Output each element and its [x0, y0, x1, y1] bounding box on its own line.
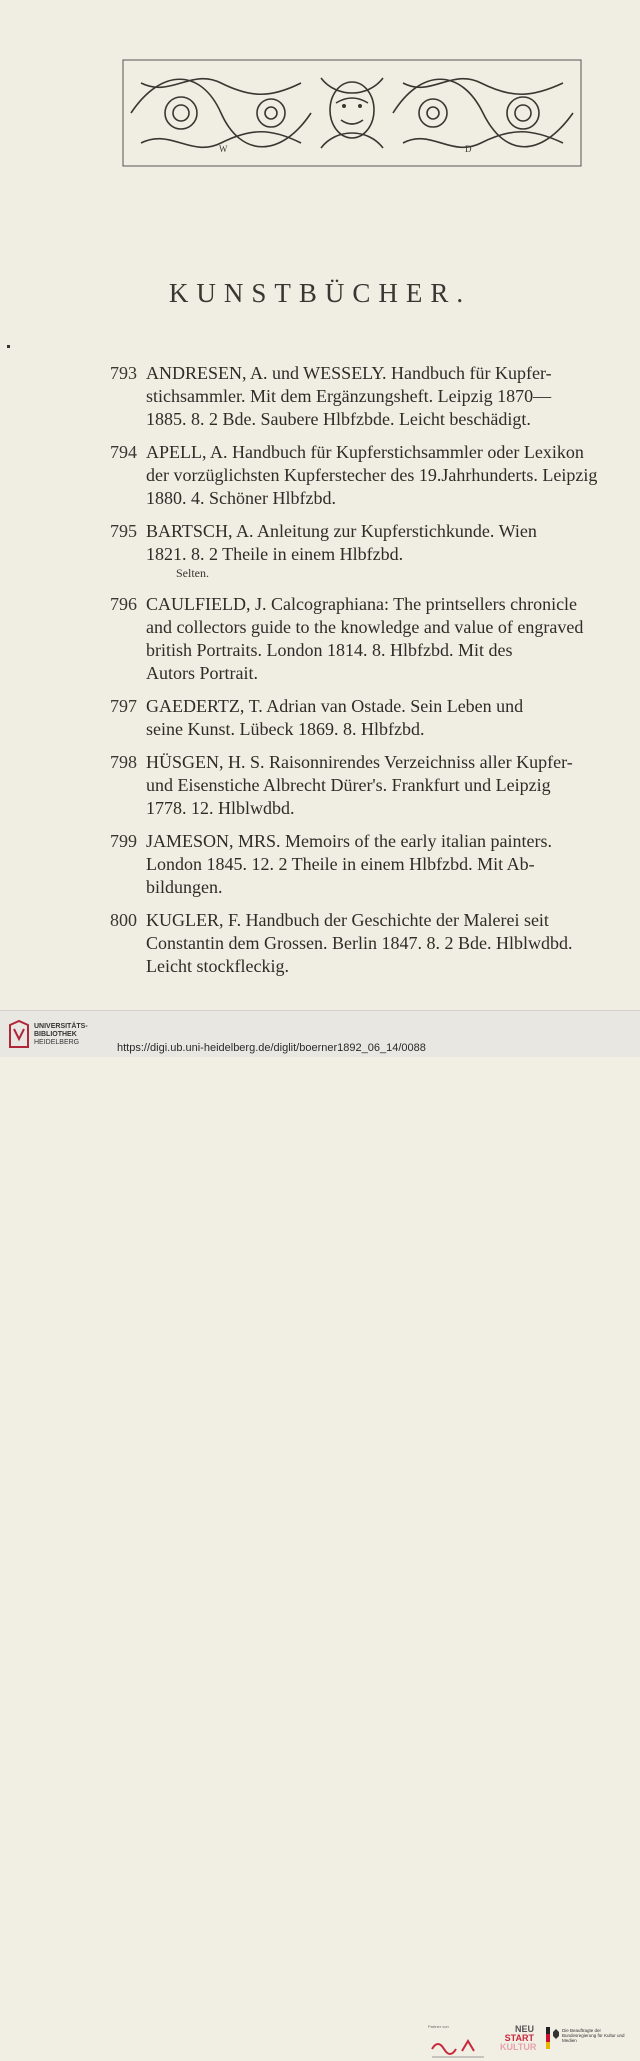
partner-label: Partner von [428, 2024, 449, 2029]
entry-note: Selten. [176, 566, 209, 580]
ornament-letter-d: D [465, 144, 472, 154]
entry-text-line: CAULFIELD, J. Calcographiana: The printsellers chronicle [146, 594, 578, 614]
entry-text-line: 1821. 8. 2 Theile in einem Hlbfzbd. [146, 544, 404, 564]
entry-number: 800 [110, 910, 137, 930]
entry-text-line: british Portraits. London 1814. 8. Hlbfzbd. Mit des [146, 640, 513, 660]
german-flag-icon [546, 2027, 550, 2049]
floral-headpiece-ornament [121, 58, 583, 168]
entry-number: 798 [110, 752, 137, 772]
entry-text-line: HÜSGEN, H. S. Raisonnirendes Verzeichniss aller Kupfer- [146, 752, 573, 772]
library-name: UNIVERSITÄTS- BIBLIOTHEK HEIDELBERG [34, 1023, 88, 1046]
entry-number: 799 [110, 831, 137, 851]
entry-text-line: JAMESON, MRS. Memoirs of the early italian painters. [146, 831, 552, 851]
entry-text-line: KUGLER, F. Handbuch der Geschichte der Malerei seit [146, 910, 549, 930]
entry-text-line: der vorzüglichsten Kupferstecher des 19.Jahrhunderts. Leipzig [146, 465, 598, 485]
entry-text-line: Leicht stockfleckig. [146, 956, 289, 976]
entry-number: 795 [110, 521, 137, 541]
page-title: KUNSTBÜCHER. [168, 278, 472, 308]
neustart-kultur-logo: NEU START KULTUR [500, 2024, 537, 2052]
entry-text-line: stichsammler. Mit dem Ergänzungsheft. Leipzig 1870— [146, 386, 552, 406]
entry-text-line: ANDRESEN, A. und WESSELY. Handbuch für Kupfer- [146, 363, 552, 383]
eagle-icon [552, 2028, 560, 2040]
entry-text-line: GAEDERTZ, T. Adrian van Ostade. Sein Leben und [146, 696, 524, 716]
entry-text-line: London 1845. 12. 2 Theile in einem Hlbfzbd. Mit Ab- [146, 854, 535, 874]
entry-text-line: and collectors guide to the knowledge and value of engraved [146, 617, 584, 637]
ornament-letter-w: W [219, 144, 228, 154]
entry-text-line: seine Kunst. Lübeck 1869. 8. Hlbfzbd. [146, 719, 425, 739]
entry-number: 793 [110, 363, 137, 383]
entry-number: 794 [110, 442, 137, 462]
entry-number: 796 [110, 594, 137, 614]
margin-mark [7, 345, 10, 348]
entry-text-line: 1885. 8. 2 Bde. Saubere Hlbfzbde. Leicht beschädigt. [146, 409, 531, 429]
federal-government-logo: Die Beauftragte der Bundesregierung für Kultur und Medien [546, 2025, 634, 2057]
scanned-page [0, 0, 640, 1010]
university-library-logo-icon [8, 1019, 30, 1049]
entry-text-line: 1880. 4. Schöner Hlbfzbd. [146, 488, 336, 508]
entry-text-line: APELL, A. Handbuch für Kupferstichsammler oder Lexikon [146, 442, 584, 462]
entry-text-line: 1778. 12. Hlblwdbd. [146, 798, 295, 818]
entry-text-line: und Eisenstiche Albrecht Dürer's. Frankfurt und Leipzig [146, 775, 551, 795]
entry-text-line: Autors Portrait. [146, 663, 258, 683]
partner-logo-icon [428, 2031, 488, 2061]
source-url-link[interactable]: https://digi.ub.uni-heidelberg.de/diglit/boerner1892_06_14/0088 [117, 1042, 426, 1054]
entry-text-line: Constantin dem Grossen. Berlin 1847. 8. 2 Bde. Hlblwdbd. [146, 933, 573, 953]
entry-text-line: bildungen. [146, 877, 223, 897]
entry-number: 797 [110, 696, 137, 716]
entry-text-line: BARTSCH, A. Anleitung zur Kupferstichkunde. Wien [146, 521, 537, 541]
